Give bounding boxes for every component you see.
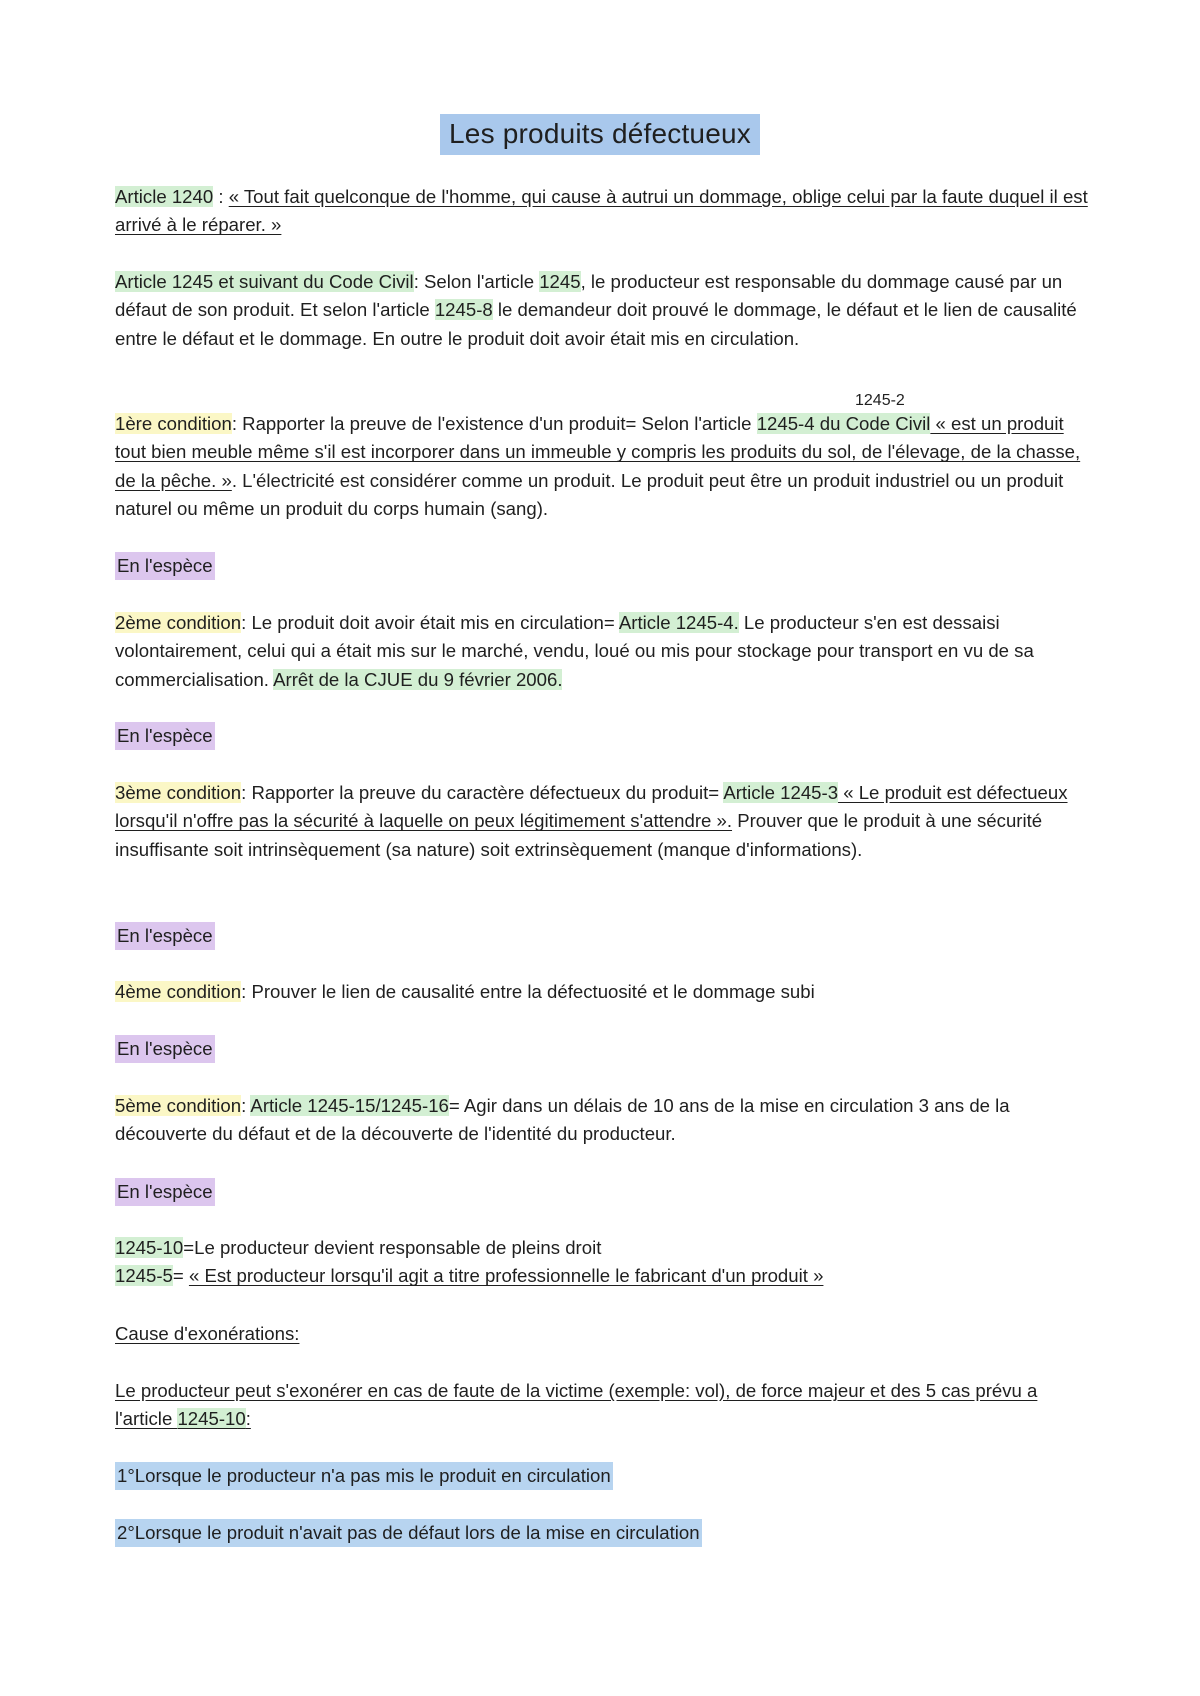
label-condition-5: 5ème condition [115,1095,242,1116]
exoneration-case-1: 1°Lorsque le producteur n'a pas mis le produit en circulation [115,1462,1095,1490]
espece-2 [115,722,1095,750]
quote-condition-3: « Le produit est défectueux lorsqu'il n'offre pas la sécurité à laquelle on peux légitimement s'attendre ». [115,782,1068,832]
paragraph-condition-4: 4ème condition: Prouver le lien de causalité entre la défectuosité et le dommage subi [115,981,815,1002]
ref-1245-10: 1245-10 [115,1237,184,1258]
paragraph-condition-1: 1ère condition: Rapporter la preuve de l'existence d'un produit= Selon l'article 1245-4 du Code Civil « est un produit tout bien meuble même s'il est incorporer dans un immeuble y compris les produits du sol, de l'élevage, de la chasse, de la pêche. ». L'électricité est considérer comme un produit. Le produit peut être un produit industriel ou un produit naturel ou même un produit du corps humain (sang). [115,413,1081,520]
ref-article-1245-15-16: Article 1245-15/1245-16 [250,1095,449,1116]
paragraph-exoneration: Le producteur peut s'exonérer en cas de faute de la victime (exemple: vol), de force majeur et des 5 cas prévu a l'article 1245-10: [115,1380,1038,1430]
espece-label: En l'espèce [115,1178,215,1206]
ref-1245: 1245 [539,271,581,292]
ref-1245-8: 1245-8 [434,299,493,321]
ref-article-1240: Article 1240 [115,186,214,207]
annotation-1245-2: 1245-2 [855,392,905,409]
ref-arret-cjue: Arrêt de la CJUE du 9 février 2006. [273,668,563,690]
espece-1 [115,552,1095,580]
paragraph-article-1240: Article 1240 : « Tout fait quelconque de l'homme, qui cause à autrui un dommage, oblige celui par la faute duquel il est arrivé à le réparer. » [115,186,1088,236]
exoneration-case-2: 2°Lorsque le produit n'avait pas de défaut lors de la mise en circulation [115,1519,1095,1547]
espece-label: En l'espèce [115,922,215,950]
label-condition-2: 2ème condition [115,612,242,633]
page-title: Les produits défectueux [440,114,760,155]
paragraph-article-1245: Article 1245 et suivant du Code Civil: Selon l'article 1245, le producteur est responsable du dommage causé par un défaut de son produit. Et selon l'article 1245-8 le demandeur doit prouvé le dommage, le défaut et le lien de causalité entre le défaut et le dommage. En outre le produit doit avoir était mis en circulation. [115,271,1077,349]
ref-1245-5: 1245-5 [115,1265,173,1287]
espece-label: En l'espèce [115,552,215,580]
espece-label: En l'espèce [115,722,215,750]
exoneration-heading: Cause d'exonérations: [115,1323,300,1344]
label-condition-3: 3ème condition [115,782,242,803]
ref-article-1245-code-civil: Article 1245 et suivant du Code Civil [115,271,414,292]
quote-article-1240: « Tout fait quelconque de l'homme, qui cause à autrui un dommage, oblige celui par la faute duquel il est arrivé à le réparer. » [115,186,1088,236]
espece-5 [115,1178,1095,1206]
paragraph-condition-3: 3ème condition: Rapporter la preuve du caractère défectueux du produit= Article 1245-3 « Le produit est défectueux lorsqu'il n'offre pas la sécurité à laquelle on peux légitimement s'attendre ». Prouver que le produit à une sécurité insuffisante soit intrinsèquement (sa nature) soit extrinsèquement (manque d'informations). [115,782,1068,860]
title-block [0,114,1200,155]
paragraph-condition-5: 5ème condition: Article 1245-15/1245-16= Agir dans un délais de 10 ans de la mise en circulation 3 ans de la découverte du défaut et de la découverte de l'identité du producteur. [115,1095,1010,1145]
quote-condition-1: « est un produit tout bien meuble même s'il est incorporer dans un immeuble y compris les produits du sol, de l'élevage, de la chasse, de la pêche. » [115,413,1081,491]
paragraph-1245-10: 1245-10=Le producteur devient responsable de pleins droit 1245-5= « Est producteur lorsqu'il agit a titre professionnelle le fabricant d'un produit » [115,1237,824,1287]
espece-3 [115,922,1095,950]
paragraph-condition-2: 2ème condition: Le produit doit avoir était mis en circulation= Article 1245-4. Le producteur s'en est dessaisi volontairement, celui qui a était mis sur le marché, vendu, loué ou mis pour stockage pour transport en vu de sa commercialisation. Arrêt de la CJUE du 9 février 2006. [115,612,1034,690]
ref-article-1245-4: Article 1245-4. [618,612,739,633]
ref-article-1245-3: Article 1245-3 [723,782,839,803]
label-condition-4: 4ème condition [115,981,242,1002]
espece-4 [115,1035,1095,1063]
quote-1245-5: « Est producteur lorsqu'il agit a titre professionnelle le fabricant d'un produit » [188,1265,824,1287]
ref-1245-4-code-civil: 1245-4 du Code Civil [756,413,931,434]
espece-label: En l'espèce [115,1035,215,1063]
label-condition-1: 1ère condition [115,413,232,434]
ref-1245-10-exo: 1245-10 [177,1408,246,1430]
